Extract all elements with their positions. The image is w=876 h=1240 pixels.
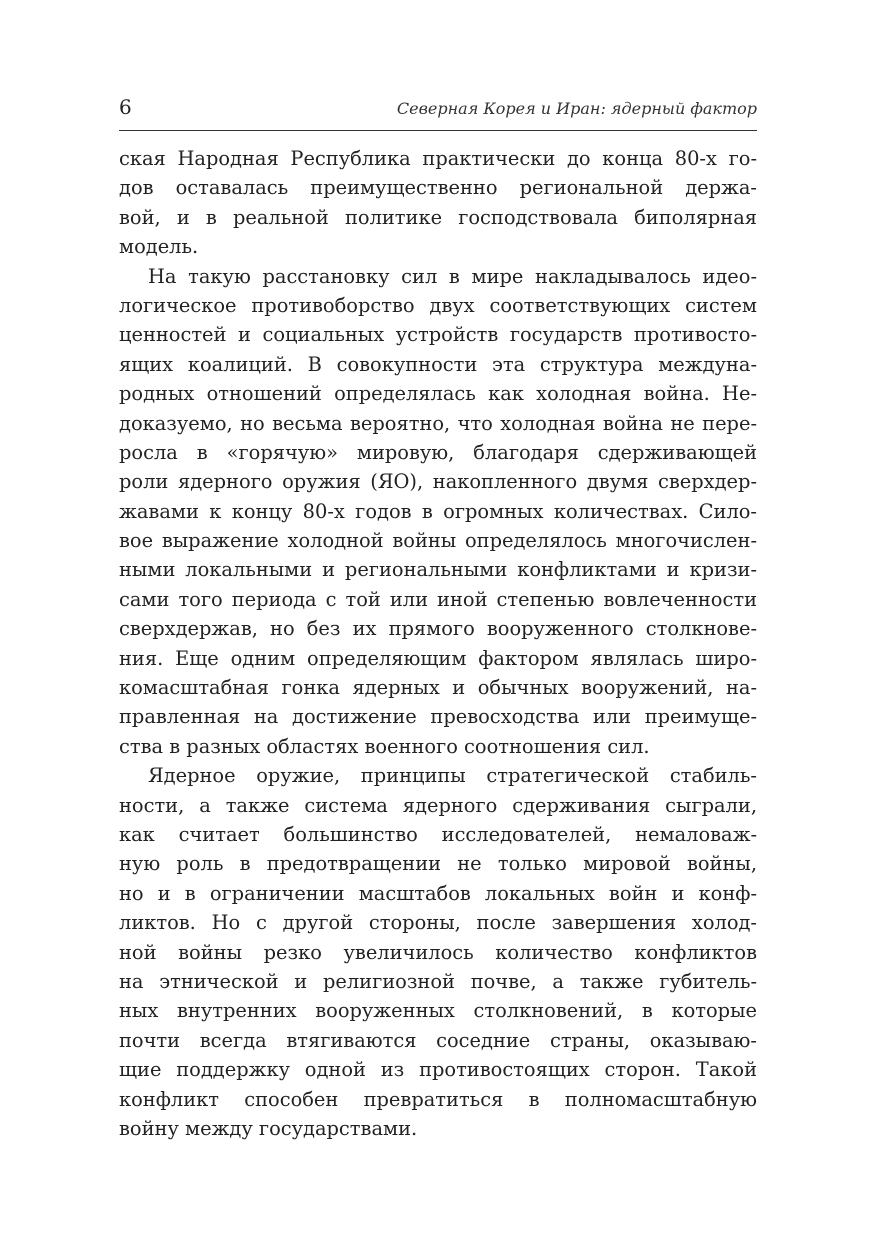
text-line: но и в ограничении масштабов локальных войн и конф- [119, 881, 757, 905]
text-line: родных отношений определялась как холодная война. Не- [119, 382, 757, 406]
text-line: ности, а также система ядерного сдерживания сыграли, [119, 793, 757, 817]
text-line: ская Народная Республика практически до конца 80-х го- [119, 147, 757, 170]
text-line: Ядерное оружие, принципы стратегической стабиль- [148, 764, 757, 788]
text-line: войну между государствами. [119, 1116, 418, 1140]
text-line: ства в разных областях военного соотношения сил. [119, 734, 650, 758]
text-line: вое выражение холодной войны определялось многочислен- [119, 529, 757, 553]
text-line: дов оставалась преимущественно региональной держа- [119, 176, 757, 200]
text-line: росла в «горячую» мировую, благодаря сдерживающей [119, 440, 757, 464]
paragraph-2 [119, 262, 757, 762]
text-line: щие поддержку одной из противостоящих сторон. Такой [119, 1058, 757, 1082]
text-line: модель. [119, 235, 199, 259]
text-line: ликтов. Но с другой стороны, после завершения холод- [119, 911, 757, 935]
text-line: жавами к концу 80-х годов в огромных количествах. Сило- [119, 499, 757, 523]
text-line: На такую расстановку сил в мире накладывалось идео- [148, 264, 757, 288]
page-header [119, 92, 757, 131]
text-line: на этнической и религиозной почве, а также губитель- [119, 969, 757, 993]
text-line: ными локальными и региональными конфликтами и кризи- [119, 558, 757, 582]
paragraph-3 [119, 761, 757, 1143]
text-line: комасштабная гонка ядерных и обычных вооружений, на- [119, 676, 757, 700]
text-line: логическое противоборство двух соответствующих систем [119, 293, 757, 317]
text-line: доказуемо, но весьма вероятно, что холодная война не пере- [119, 411, 757, 435]
text-line: сверхдержав, но без их прямого вооруженного столкнове- [119, 617, 757, 641]
text-line: почти всегда втягиваются соседние страны, оказываю- [119, 1028, 757, 1052]
text-line: ценностей и социальных устройств государств противосто- [119, 323, 757, 347]
text-line: ящих коалиций. В совокупности эта структура междуна- [119, 352, 757, 376]
text-line: роли ядерного оружия (ЯО), накопленного двумя сверхдер- [119, 470, 757, 494]
text-line: сами того периода с той или иной степенью вовлеченности [119, 587, 757, 611]
page-number: 6 [119, 95, 132, 119]
text-line: ную роль в предотвращении не только мировой войны, [119, 852, 757, 876]
text-line: как считает большинство исследователей, немаловаж- [119, 822, 757, 846]
text-line: правленная на достижение превосходства или преимуще- [119, 705, 757, 729]
text-line: вой, и в реальной политике господствовала биполярная [119, 205, 757, 229]
running-title: Северная Корея и Иран: ядерный фактор [396, 99, 757, 118]
text-line: конфликт способен превратиться в полномасштабную [119, 1087, 757, 1111]
body-text [119, 144, 757, 1143]
text-line: ния. Еще одним определяющим фактором являлась широ- [119, 646, 757, 670]
text-line: ных внутренних вооруженных столкновений, в которые [119, 999, 757, 1023]
paragraph-1 [119, 144, 757, 262]
text-line: ной войны резко увеличилось количество конфликтов [119, 940, 757, 964]
